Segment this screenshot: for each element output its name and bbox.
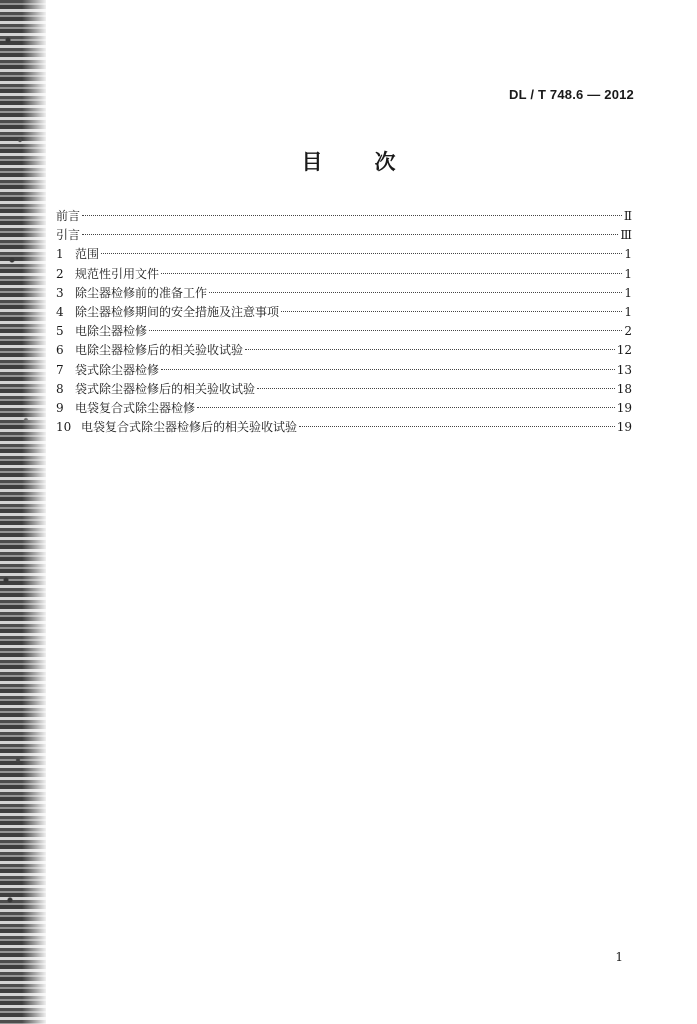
dot-leader <box>197 407 615 408</box>
toc-label: 范围 <box>75 247 100 262</box>
dot-leader <box>299 426 615 427</box>
toc-number: 9 <box>56 400 64 415</box>
toc-entry-10[interactable] <box>56 418 632 437</box>
dot-leader <box>149 330 622 331</box>
toc-entry-foreword[interactable] <box>56 207 632 226</box>
toc-entry-8[interactable] <box>56 380 632 399</box>
toc-number: 2 <box>56 266 64 281</box>
dot-leader <box>101 253 622 254</box>
toc-label: 电袋复合式除尘器检修 <box>75 400 196 415</box>
toc-page: 13 <box>616 362 632 377</box>
toc-number: 4 <box>56 304 64 319</box>
table-of-contents <box>56 207 632 437</box>
toc-label: 规范性引用文件 <box>75 266 160 281</box>
page-number: 1 <box>615 950 623 964</box>
toc-number: 3 <box>56 285 64 300</box>
dot-leader <box>161 273 622 274</box>
toc-label: 电除尘器检修 <box>75 324 148 339</box>
toc-label: 袋式除尘器检修后的相关验收试验 <box>75 381 256 396</box>
toc-label: 除尘器检修期间的安全措施及注意事项 <box>75 304 280 319</box>
toc-label: 引言 <box>56 228 81 243</box>
toc-number: 8 <box>56 381 64 396</box>
toc-page: 1 <box>624 247 632 262</box>
toc-page: 2 <box>624 324 632 339</box>
toc-page: 1 <box>624 285 632 300</box>
page-title <box>0 146 697 176</box>
dot-leader <box>161 369 615 370</box>
title-char-right: 次 <box>374 150 396 174</box>
toc-entry-5[interactable] <box>56 322 632 341</box>
toc-page: 19 <box>616 420 632 435</box>
dot-leader <box>209 292 622 293</box>
toc-number: 1 <box>56 247 64 262</box>
toc-label: 电除尘器检修后的相关验收试验 <box>75 343 244 358</box>
toc-page: Ⅱ <box>623 209 632 223</box>
toc-number: 6 <box>56 343 64 358</box>
dot-leader <box>245 349 615 350</box>
toc-page: Ⅲ <box>620 228 632 243</box>
toc-label: 前言 <box>56 209 81 223</box>
toc-entry-2[interactable] <box>56 265 632 284</box>
dot-leader <box>82 215 622 216</box>
dot-leader <box>257 388 615 389</box>
toc-number: 7 <box>56 362 64 377</box>
toc-page: 1 <box>624 304 632 319</box>
toc-label: 电袋复合式除尘器检修后的相关验收试验 <box>81 420 298 435</box>
title-char-left: 目 <box>301 150 323 174</box>
toc-label: 除尘器检修前的准备工作 <box>75 285 208 300</box>
dot-leader <box>281 311 622 312</box>
toc-entry-3[interactable] <box>56 284 632 303</box>
toc-number: 5 <box>56 324 64 339</box>
toc-entry-9[interactable] <box>56 399 632 418</box>
toc-label: 袋式除尘器检修 <box>75 362 160 377</box>
toc-page: 19 <box>616 400 632 415</box>
toc-page: 1 <box>624 266 632 281</box>
toc-entry-introduction[interactable] <box>56 226 632 245</box>
toc-entry-6[interactable] <box>56 341 632 360</box>
toc-entry-4[interactable] <box>56 303 632 322</box>
toc-entry-1[interactable] <box>56 245 632 264</box>
document-code: DL / T 748.6 — 2012 <box>509 87 634 102</box>
toc-page: 18 <box>616 381 632 396</box>
toc-entry-7[interactable] <box>56 361 632 380</box>
toc-page: 12 <box>616 343 632 358</box>
toc-number: 10 <box>56 420 72 435</box>
dot-leader <box>82 234 618 235</box>
